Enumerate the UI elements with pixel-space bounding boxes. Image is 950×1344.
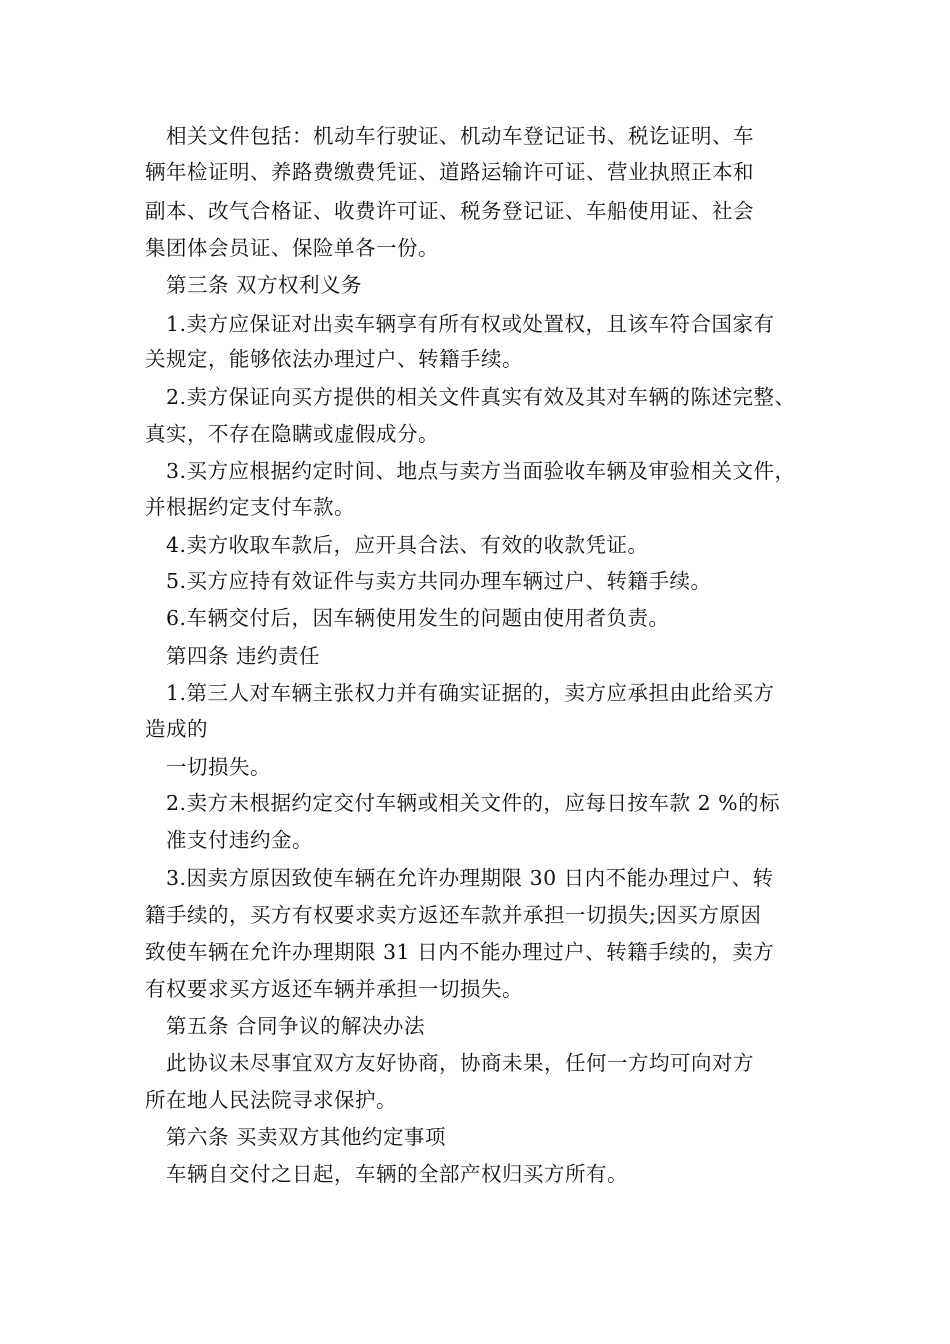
paragraph-line: 准支付违约金。 xyxy=(166,828,313,852)
paragraph-line: 有权要求买方返还车辆并承担一切损失。 xyxy=(145,977,523,1001)
paragraph-line: 2.卖方未根据约定交付车辆或相关文件的，应每日按车款 2 %的标 xyxy=(166,791,781,815)
paragraph-line: 5.买方应持有效证件与卖方共同办理车辆过户、转籍手续。 xyxy=(166,569,712,593)
paragraph-line: 真实，不存在隐瞒或虚假成分。 xyxy=(145,422,439,446)
section-heading: 第六条 买卖双方其他约定事项 xyxy=(166,1125,447,1149)
paragraph-line: 1.卖方应保证对出卖车辆享有所有权或处置权，且该车符合国家有 xyxy=(166,312,775,336)
paragraph-line: 副本、改气合格证、收费许可证、税务登记证、车船使用证、社会 xyxy=(145,199,754,223)
paragraph-line: 此协议未尽事宜双方友好协商，协商未果，任何一方均可向对方 xyxy=(166,1051,754,1075)
paragraph-line: 2.卖方保证向买方提供的相关文件真实有效及其对车辆的陈述完整、 xyxy=(166,385,796,409)
paragraph-line: 关规定，能够依法办理过户、转籍手续。 xyxy=(145,347,523,371)
paragraph-line: 相关文件包括：机动车行驶证、机动车登记证书、税讫证明、车 xyxy=(166,124,754,148)
paragraph-line: 1.第三人对车辆主张权力并有确实证据的，卖方应承担由此给买方 xyxy=(166,681,775,705)
paragraph-line: 一切损失。 xyxy=(166,755,271,779)
section-heading: 第三条 双方权利义务 xyxy=(166,273,363,297)
paragraph-line: 3.因卖方原因致使车辆在允许办理期限 30 日内不能办理过户、转 xyxy=(166,866,774,890)
paragraph-line: 辆年检证明、养路费缴费凭证、道路运输许可证、营业执照正本和 xyxy=(145,160,754,184)
section-heading: 第五条 合同争议的解决办法 xyxy=(166,1014,426,1038)
paragraph-line: 集团体会员证、保险单各一份。 xyxy=(145,236,439,260)
paragraph-line: 籍手续的，买方有权要求卖方返还车款并承担一切损失;因买方原因 xyxy=(145,903,762,927)
paragraph-line: 并根据约定支付车款。 xyxy=(145,495,355,519)
paragraph-line: 致使车辆在允许办理期限 31 日内不能办理过户、转籍手续的，卖方 xyxy=(145,940,775,964)
paragraph-line: 3.买方应根据约定时间、地点与卖方当面验收车辆及审验相关文件， xyxy=(166,459,796,483)
paragraph-line: 6.车辆交付后，因车辆使用发生的问题由使用者负责。 xyxy=(166,606,670,630)
paragraph-line: 车辆自交付之日起，车辆的全部产权归买方所有。 xyxy=(166,1162,628,1186)
paragraph-line: 4.卖方收取车款后，应开具合法、有效的收款凭证。 xyxy=(166,533,649,557)
paragraph-line: 造成的 xyxy=(145,717,208,741)
section-heading: 第四条 违约责任 xyxy=(166,644,321,668)
paragraph-line: 所在地人民法院寻求保护。 xyxy=(145,1088,397,1112)
